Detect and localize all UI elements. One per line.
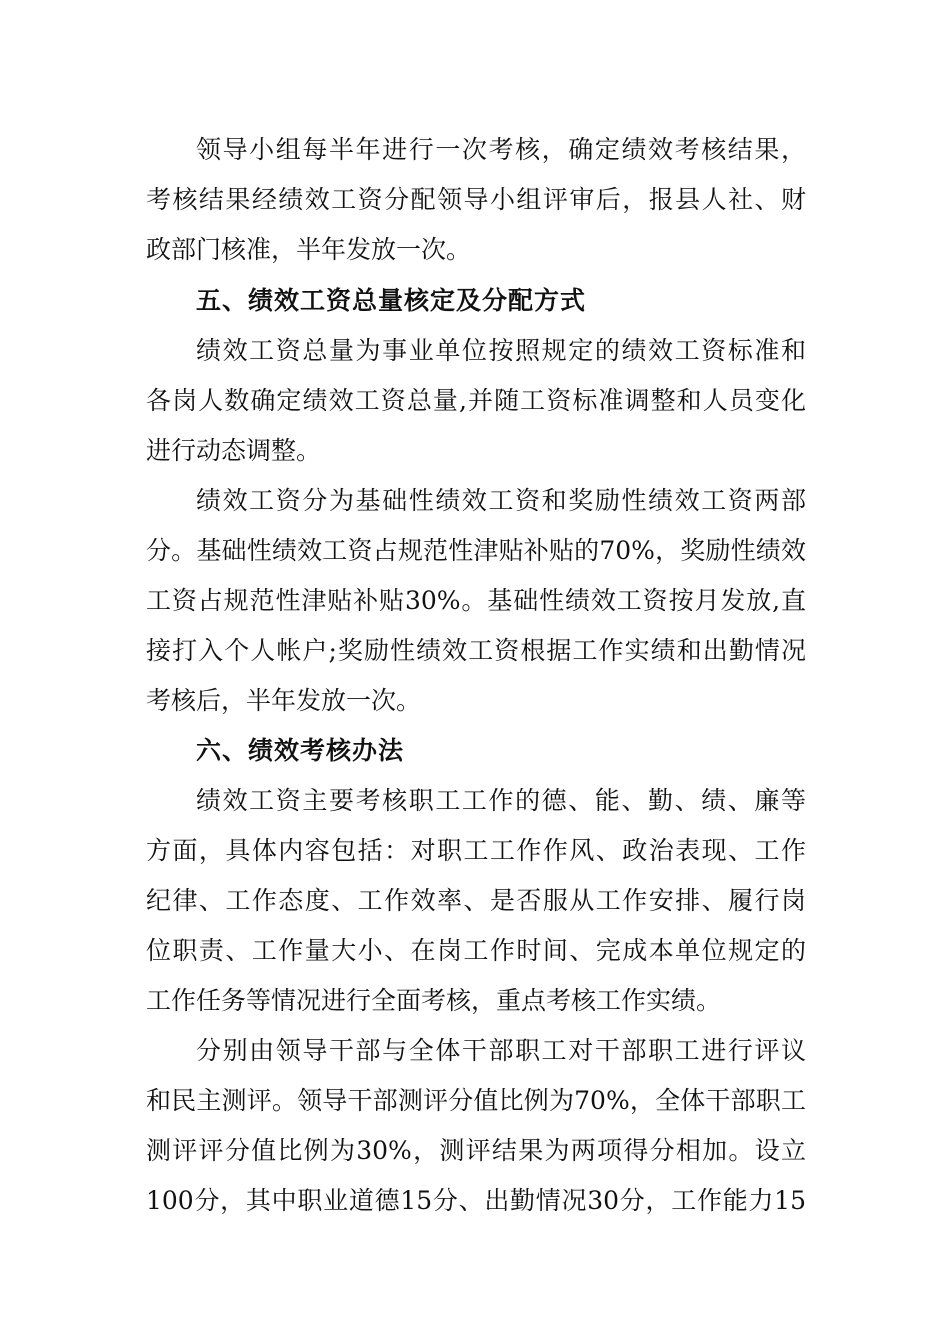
paragraph-4-line-2: 方面，具体内容包括：对职工工作作风、政治表现、工作 [146, 836, 806, 865]
paragraph-3-line-1: 绩效工资分为基础性绩效工资和奖励性绩效工资两部 [196, 486, 806, 515]
paragraph-5-line-4: 100分，其中职业道德15分、出勤情况30分，工作能力15 [146, 1186, 806, 1215]
paragraph-4-line-1: 绩效工资主要考核职工工作的德、能、勤、绩、廉等 [196, 786, 806, 815]
paragraph-4-line-3: 纪律、工作态度、工作效率、是否服从工作安排、履行岗 [146, 886, 806, 915]
paragraph-3-line-2: 分。基础性绩效工资占规范性津贴补贴的70%，奖励性绩效 [146, 536, 806, 565]
section-heading-6: 六、绩效考核办法 [196, 736, 405, 765]
section-heading-5: 五、绩效工资总量核定及分配方式 [196, 286, 587, 315]
paragraph-4-line-5: 工作任务等情况进行全面考核，重点考核工作实绩。 [146, 986, 722, 1015]
paragraph-1-line-1: 领导小组每半年进行一次考核，确定绩效考核结果， [196, 135, 806, 164]
paragraph-2-line-3: 进行动态调整。 [146, 436, 322, 465]
paragraph-3-line-5: 考核后，半年发放一次。 [146, 686, 422, 715]
paragraph-4-line-4: 位职责、工作量大小、在岗工作时间、完成本单位规定的 [146, 936, 806, 965]
paragraph-5-line-1: 分别由领导干部与全体干部职工对干部职工进行评议 [196, 1036, 806, 1065]
paragraph-1-line-2: 考核结果经绩效工资分配领导小组评审后，报县人社、财 [146, 185, 806, 214]
paragraph-2-line-1: 绩效工资总量为事业单位按照规定的绩效工资标准和 [196, 336, 806, 365]
paragraph-2-line-2: 各岗人数确定绩效工资总量,并随工资标准调整和人员变化 [146, 386, 806, 415]
paragraph-5-line-3: 测评评分值比例为30%，测评结果为两项得分相加。设立 [146, 1136, 806, 1165]
paragraph-5-line-2: 和民主测评。领导干部测评分值比例为70%，全体干部职工 [146, 1086, 806, 1115]
paragraph-1-line-3: 政部门核准，半年发放一次。 [146, 235, 472, 264]
paragraph-3-line-3: 工资占规范性津贴补贴30%。基础性绩效工资按月发放,直 [146, 586, 806, 615]
paragraph-3-line-4: 接打入个人帐户;奖励性绩效工资根据工作实绩和出勤情况 [146, 636, 806, 665]
